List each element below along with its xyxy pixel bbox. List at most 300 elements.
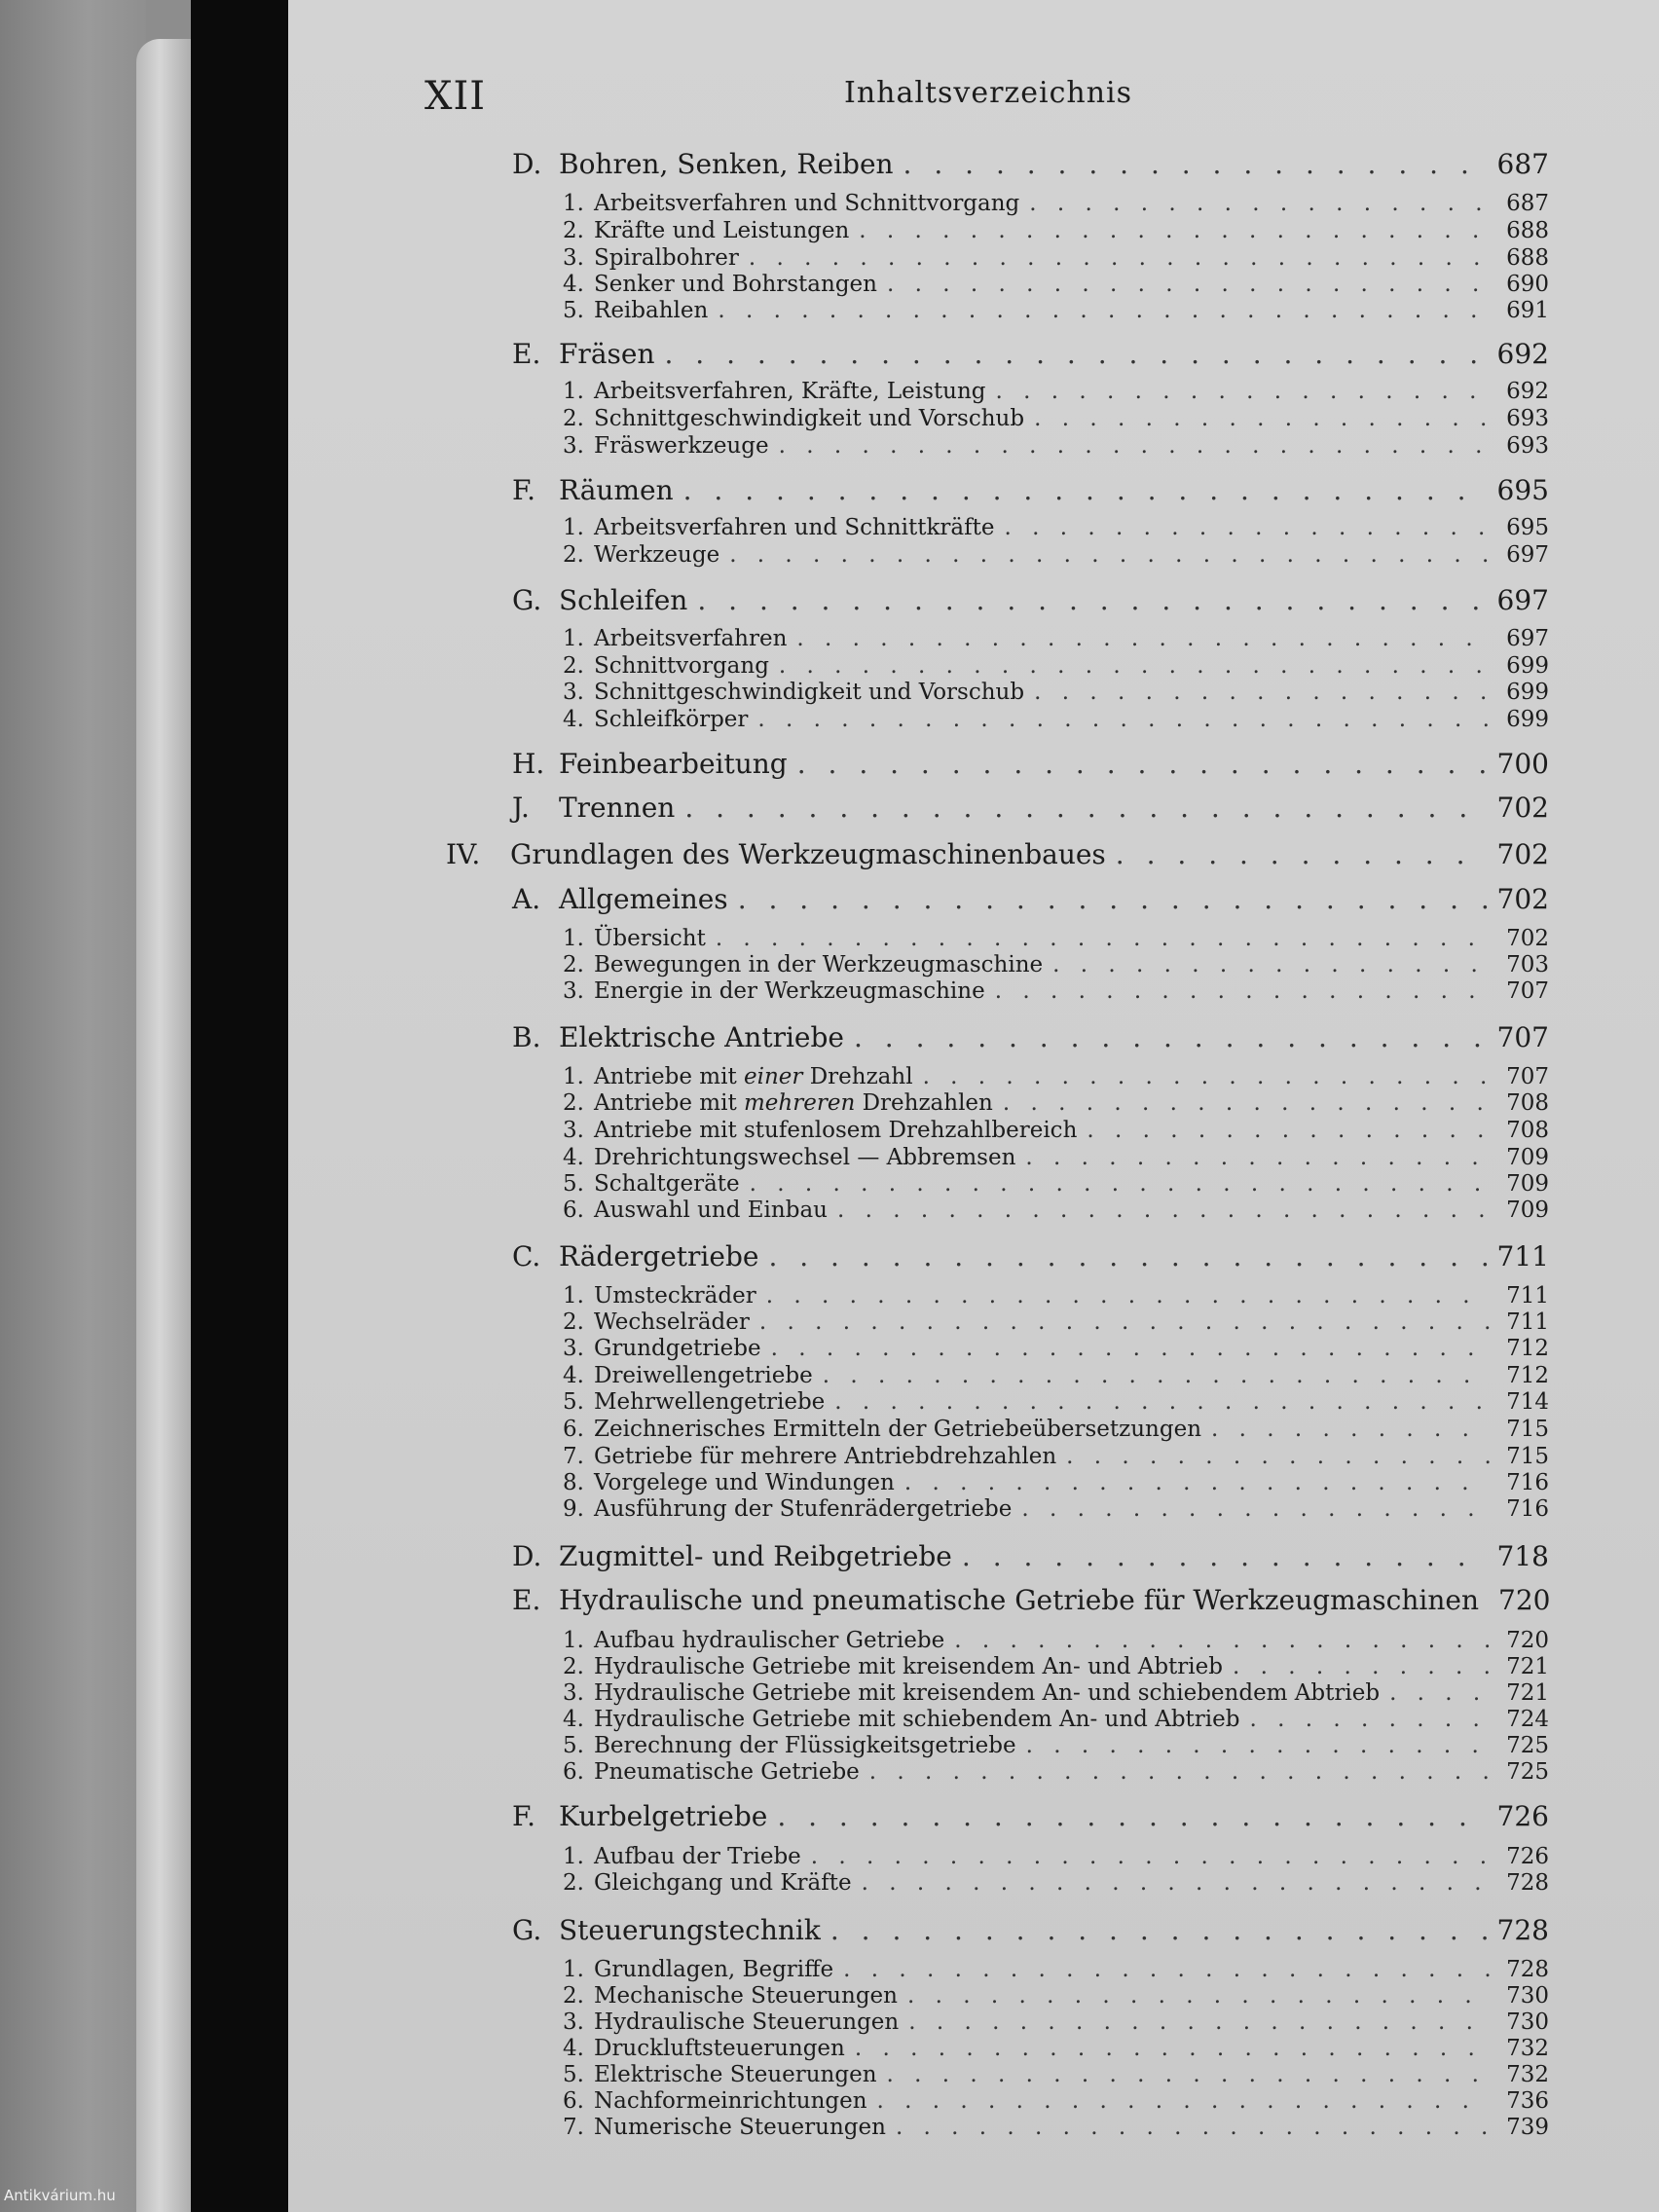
toc-subentry — [563, 2115, 1549, 2148]
toc-entry-label: Auswahl und Einbau — [594, 1198, 828, 1223]
toc-entry-page: 707 — [1506, 1064, 1549, 1089]
toc-entry-label: Zugmittel- und Reibgetriebe — [559, 1540, 952, 1572]
toc-entry-title — [512, 1240, 758, 1272]
toc-entry-number: 1. — [563, 515, 584, 540]
toc-entry-number: 1. — [563, 1064, 584, 1089]
toc-entry-number: 6. — [563, 2088, 584, 2114]
toc-entry-label: Arbeitsverfahren, Kräfte, Leistung — [594, 379, 986, 404]
toc-entry-page: 728 — [1506, 1870, 1549, 1896]
toc-entry-label: Räumen — [559, 474, 674, 506]
toc-entry-number: 6. — [563, 1759, 584, 1785]
toc-section-entry — [512, 1540, 1549, 1573]
toc-entry-title — [512, 474, 674, 506]
toc-entry-number: F. — [512, 1800, 535, 1832]
toc-entry-label: Senker und Bohrstangen — [594, 272, 877, 297]
toc-entry-page: 692 — [1496, 338, 1549, 370]
toc-entry-title — [563, 1444, 1056, 1469]
toc-entry-label: Getriebe für mehrere Antriebdrehzahlen — [594, 1444, 1057, 1469]
toc-entry-page: 709 — [1506, 1171, 1549, 1197]
toc-entry-title — [563, 1654, 1223, 1679]
toc-entry-title — [512, 748, 788, 780]
toc-section-entry — [512, 1240, 1549, 1273]
leader-dots — [779, 433, 1491, 459]
toc-entry-page: 692 — [1506, 379, 1549, 404]
toc-entry-title — [563, 1957, 833, 1982]
toc-entry-number: 4. — [563, 1707, 584, 1732]
toc-entry-label: Grundlagen des Werkzeugmaschinenbaues — [510, 838, 1106, 870]
toc-entry-page: 688 — [1506, 245, 1549, 271]
leader-dots — [684, 792, 1487, 824]
toc-entry-page: 707 — [1506, 978, 1549, 1004]
toc-subentry — [563, 298, 1549, 331]
toc-entry-page: 697 — [1496, 584, 1549, 616]
toc-entry-page: 702 — [1496, 883, 1549, 915]
toc-entry-title — [563, 1983, 898, 2009]
running-head — [424, 74, 1552, 123]
toc-entry-number: 7. — [563, 2115, 584, 2140]
toc-entry-title — [563, 1363, 813, 1388]
toc-section-entry — [512, 1914, 1549, 1947]
toc-entry-number: 3. — [563, 1336, 584, 1361]
toc-entry-title — [563, 1870, 852, 1896]
toc-entry-number: 8. — [563, 1470, 584, 1495]
toc-entry-label: Feinbearbeitung — [559, 748, 788, 780]
leader-dots — [907, 1983, 1491, 2009]
leader-dots — [1233, 1654, 1491, 1679]
leader-dots — [771, 1336, 1491, 1361]
toc-entry-title — [563, 542, 719, 568]
toc-entry-page: 715 — [1506, 1444, 1549, 1469]
leader-dots — [830, 1914, 1488, 1946]
toc-entry-title — [563, 1628, 944, 1653]
toc-entry-page: 687 — [1496, 148, 1549, 180]
leader-dots — [797, 748, 1488, 780]
toc-entry-emphasis: einer — [744, 1064, 803, 1089]
toc-entry-page: 725 — [1506, 1733, 1549, 1758]
toc-entry-page: 736 — [1506, 2088, 1549, 2114]
toc-subentry — [563, 1870, 1549, 1903]
toc-entry-title — [563, 1309, 750, 1335]
toc-entry-label: Übersicht — [594, 926, 706, 951]
toc-entry-title — [563, 406, 1024, 431]
leader-dots — [869, 1759, 1491, 1785]
leader-dots — [877, 2088, 1491, 2114]
toc-entry-label: Antriebe mit stufenlosem Drehzahlbereich — [594, 1118, 1078, 1143]
leader-dots — [1052, 952, 1491, 977]
toc-entry-title — [563, 191, 1019, 216]
toc-section-entry — [512, 148, 1549, 181]
toc-entry-number: 4. — [563, 2036, 584, 2061]
toc-entry-label: Zeichnerisches Ermitteln der Getriebeübersetzungen — [594, 1417, 1202, 1442]
toc-entry-number: 5. — [563, 1171, 584, 1197]
toc-entry-title — [512, 584, 687, 616]
toc-entry-page: 709 — [1506, 1198, 1549, 1223]
leader-dots — [1389, 1680, 1491, 1706]
toc-entry-page: 721 — [1506, 1680, 1549, 1706]
watermark: Antikvárium.hu — [4, 2187, 116, 2204]
toc-entry-label: Grundlagen, Begriffe — [594, 1957, 834, 1982]
toc-entry-label: Fräsen — [559, 338, 655, 370]
toc-entry-title — [563, 1470, 895, 1495]
toc-entry-page: 720 — [1498, 1584, 1551, 1616]
toc-entry-number: E. — [512, 338, 541, 370]
toc-entry-page: 700 — [1496, 748, 1549, 780]
toc-entry-title — [563, 1733, 1016, 1758]
toc-section-entry — [512, 883, 1549, 916]
toc-entry-page: 691 — [1506, 298, 1549, 323]
leader-dots — [716, 926, 1491, 951]
toc-entry-number: 3. — [563, 1680, 584, 1706]
toc-entry-number: 2. — [563, 406, 584, 431]
toc-entry-page: 699 — [1506, 653, 1549, 679]
toc-subentry — [563, 433, 1549, 466]
toc-entry-title — [563, 707, 748, 732]
toc-entry-label: Pneumatische Getriebe — [594, 1759, 860, 1785]
toc-entry-label: Aufbau hydraulischer Getriebe — [594, 1628, 945, 1653]
toc-entry-title — [563, 1680, 1380, 1706]
toc-entry-page: 699 — [1506, 680, 1549, 705]
toc-entry-label: Elektrische Steuerungen — [594, 2062, 877, 2087]
leader-dots — [908, 2009, 1491, 2035]
toc-entry-number: 2. — [563, 1870, 584, 1896]
toc-entry-label: Antriebe mit — [594, 1064, 737, 1089]
toc-entry-number: 1. — [563, 191, 584, 216]
toc-entry-number: 1. — [563, 379, 584, 404]
toc-entry-label: Spiralbohrer — [594, 245, 739, 271]
toc-entry-number: IV. — [446, 838, 481, 870]
toc-entry-label: Grundgetriebe — [594, 1336, 761, 1361]
toc-entry-label-tail: Drehzahlen — [862, 1090, 993, 1116]
toc-entry-label: Allgemeines — [559, 883, 728, 915]
toc-entry-title — [563, 245, 739, 271]
toc-entry-label: Bohren, Senken, Reiben — [559, 148, 894, 180]
toc-subentry — [563, 707, 1549, 740]
toc-subentry — [563, 1496, 1549, 1530]
toc-entry-label: Rädergetriebe — [559, 1240, 759, 1272]
toc-entry-number: 1. — [563, 626, 584, 651]
toc-entry-label: Arbeitsverfahren — [594, 626, 788, 651]
toc-entry-label: Energie in der Werkzeugmaschine — [594, 978, 985, 1004]
toc-entry-page: 707 — [1496, 1021, 1549, 1053]
toc-entry-title — [563, 1064, 913, 1089]
toc-entry-title — [563, 1759, 860, 1785]
toc-entry-title — [563, 2115, 886, 2140]
leader-dots — [697, 584, 1487, 616]
toc-entry-page: 711 — [1496, 1240, 1549, 1272]
leader-dots — [1004, 515, 1491, 540]
toc-entry-label: Ausführung der Stufenrädergetriebe — [594, 1496, 1013, 1522]
toc-entry-title — [563, 218, 849, 243]
toc-section-entry — [512, 1584, 1549, 1617]
toc-entry-label-tail: Drehzahl — [809, 1064, 913, 1089]
leader-dots — [896, 2115, 1491, 2140]
toc-entry-title — [563, 978, 985, 1004]
toc-entry-title — [563, 1145, 1015, 1170]
toc-section-entry — [512, 792, 1549, 825]
toc-entry-page: 695 — [1506, 515, 1549, 540]
toc-entry-title — [512, 1584, 1479, 1616]
toc-entry-page: 693 — [1506, 406, 1549, 431]
toc-entry-page: 708 — [1506, 1090, 1549, 1116]
toc-entry-title — [512, 1021, 844, 1053]
toc-entry-page: 688 — [1506, 218, 1549, 243]
leader-dots — [1249, 1707, 1491, 1732]
page-title: Inhaltsverzeichnis — [843, 76, 1133, 110]
toc-entry-page: 739 — [1506, 2115, 1549, 2140]
book-spine — [191, 0, 288, 2212]
background-surface — [0, 0, 146, 2212]
toc-subentry — [563, 1198, 1549, 1231]
toc-entry-page: 712 — [1506, 1363, 1549, 1388]
toc-entry-number: 2. — [563, 653, 584, 679]
book-cover-edge — [136, 39, 195, 2212]
toc-entry-number: 5. — [563, 1389, 584, 1415]
toc-entry-page: 732 — [1506, 2036, 1549, 2061]
toc-entry-page: 702 — [1496, 792, 1549, 824]
toc-entry-title — [512, 792, 675, 824]
leader-dots — [923, 1064, 1491, 1089]
toc-entry-number: J. — [512, 792, 530, 824]
toc-entry-number: 9. — [563, 1496, 584, 1522]
leader-dots — [779, 653, 1491, 679]
toc-entry-label: Dreiwellengetriebe — [594, 1363, 813, 1388]
toc-entry-page: 708 — [1506, 1118, 1549, 1143]
leader-dots — [843, 1957, 1491, 1982]
toc-entry-number: 2. — [563, 1983, 584, 2009]
toc-entry-number: 1. — [563, 1957, 584, 1982]
toc-entry-title — [563, 2088, 867, 2114]
toc-entry-number: 4. — [563, 272, 584, 297]
toc-entry-label: Aufbau der Triebe — [594, 1844, 801, 1869]
toc-entry-label: Kräfte und Leistungen — [594, 218, 850, 243]
toc-entry-title — [563, 1336, 761, 1361]
toc-entry-label: Berechnung der Flüssigkeitsgetriebe — [594, 1733, 1016, 1758]
toc-section-entry — [512, 338, 1549, 371]
toc-entry-page: 711 — [1506, 1283, 1549, 1309]
leader-dots — [1087, 1118, 1491, 1143]
toc-entry-number: D. — [512, 148, 542, 180]
toc-entry-title — [563, 680, 1024, 705]
toc-entry-title — [512, 148, 894, 180]
page-number: XII — [424, 74, 487, 119]
toc-entry-emphasis: mehreren — [744, 1090, 856, 1116]
toc-entry-label: Arbeitsverfahren und Schnittvorgang — [594, 191, 1020, 216]
toc-entry-number: E. — [512, 1584, 541, 1616]
leader-dots — [954, 1628, 1491, 1653]
toc-entry-page: 724 — [1506, 1707, 1549, 1732]
leader-dots — [1034, 406, 1491, 431]
toc-entry-number: 1. — [563, 1628, 584, 1653]
toc-entry-title — [512, 1540, 952, 1572]
leader-dots — [1116, 838, 1488, 870]
leader-dots — [749, 245, 1491, 271]
leader-dots — [859, 218, 1491, 243]
leader-dots — [962, 1540, 1488, 1572]
toc-entry-number: C. — [512, 1240, 541, 1272]
toc-subentry — [563, 1759, 1549, 1792]
toc-entry-title — [512, 338, 654, 370]
leader-dots — [823, 1363, 1491, 1388]
leader-dots — [729, 542, 1491, 568]
leader-dots — [837, 1198, 1491, 1223]
toc-entry-number: A. — [512, 883, 541, 915]
toc-entry-title — [563, 2062, 877, 2087]
leader-dots — [766, 1283, 1491, 1309]
leader-dots — [738, 883, 1488, 915]
toc-entry-label: Hydraulische und pneumatische Getriebe für Werkzeugmaschinen — [559, 1584, 1479, 1616]
leader-dots — [855, 2036, 1491, 2061]
toc-entry-title — [563, 1283, 756, 1309]
toc-entry-title — [563, 1171, 740, 1197]
leader-dots — [1029, 191, 1491, 216]
toc-entry-label: Schnittvorgang — [594, 653, 769, 679]
leader-dots — [996, 379, 1491, 404]
toc-entry-number: 4. — [563, 707, 584, 732]
toc-entry-page: 697 — [1506, 626, 1549, 651]
toc-entry-page: 726 — [1496, 1800, 1549, 1832]
toc-entry-title — [563, 1118, 1077, 1143]
toc-section-entry — [512, 1800, 1549, 1833]
toc-entry-label: Wechselräder — [594, 1309, 750, 1335]
toc-entry-label: Hydraulische Steuerungen — [594, 2009, 900, 2035]
leader-dots — [683, 474, 1488, 506]
toc-entry-page: 703 — [1506, 952, 1549, 977]
toc-entry-page: 715 — [1506, 1417, 1549, 1442]
toc-entry-page: 728 — [1496, 1914, 1549, 1946]
toc-entry-number: 2. — [563, 1090, 584, 1116]
toc-entry-number: H. — [512, 748, 545, 780]
toc-entry-number: G. — [512, 584, 542, 616]
toc-entry-title — [563, 952, 1043, 977]
toc-entry-title — [563, 1844, 801, 1869]
toc-entry-page: 725 — [1506, 1759, 1549, 1785]
toc-entry-page: 693 — [1506, 433, 1549, 459]
leader-dots — [834, 1389, 1491, 1415]
toc-entry-title — [563, 272, 877, 297]
toc-entry-label: Kurbelgetriebe — [559, 1800, 768, 1832]
toc-entry-number: 5. — [563, 298, 584, 323]
toc-entry-page: 699 — [1506, 707, 1549, 732]
toc-entry-title — [563, 379, 986, 404]
book-page — [288, 0, 1659, 2212]
leader-dots — [887, 2062, 1491, 2087]
toc-entry-number: 3. — [563, 680, 584, 705]
toc-entry-number: 1. — [563, 1283, 584, 1309]
toc-entry-title — [563, 1389, 825, 1415]
toc-section-entry — [512, 584, 1549, 617]
toc-entry-page: 718 — [1496, 1540, 1549, 1572]
toc-entry-title — [563, 653, 769, 679]
toc-entry-number: 6. — [563, 1198, 584, 1223]
toc-entry-page: 730 — [1506, 2009, 1549, 2035]
toc-entry-number: 1. — [563, 1844, 584, 1869]
toc-entry-number: 2. — [563, 218, 584, 243]
toc-entry-label: Hydraulische Getriebe mit kreisendem An- und Abtrieb — [594, 1654, 1223, 1679]
toc-entry-title — [512, 883, 728, 915]
toc-entry-label: Schnittgeschwindigkeit und Vorschub — [594, 406, 1025, 431]
toc-entry-title — [563, 1707, 1239, 1732]
toc-section-entry — [512, 748, 1549, 781]
toc-entry-page: 695 — [1496, 474, 1549, 506]
toc-entry-number: 6. — [563, 1417, 584, 1442]
toc-entry-title — [563, 1198, 828, 1223]
toc-entry-label: Mehrwellengetriebe — [594, 1389, 826, 1415]
toc-entry-page: 709 — [1506, 1145, 1549, 1170]
toc-entry-number: G. — [512, 1914, 542, 1946]
toc-entry-number: 2. — [563, 1654, 584, 1679]
leader-dots — [757, 707, 1491, 732]
toc-entry-title — [563, 515, 994, 540]
toc-entry-label: Werkzeuge — [594, 542, 720, 568]
leader-dots — [811, 1844, 1491, 1869]
toc-entry-number: 4. — [563, 1363, 584, 1388]
toc-entry-page: 720 — [1506, 1628, 1549, 1653]
toc-entry-label: Schleifkörper — [594, 707, 749, 732]
leader-dots — [664, 338, 1487, 370]
toc-entry-title — [563, 2036, 845, 2061]
toc-entry-number: 3. — [563, 2009, 584, 2035]
leader-dots — [904, 1470, 1491, 1495]
toc-entry-label: Nachformeinrichtungen — [594, 2088, 867, 2114]
toc-subentry — [563, 978, 1549, 1012]
toc-entry-title — [563, 626, 787, 651]
toc-entry-number: B. — [512, 1021, 541, 1053]
toc-entry-number: 3. — [563, 245, 584, 271]
toc-entry-page: 687 — [1506, 191, 1549, 216]
toc-entry-label: Vorgelege und Windungen — [594, 1470, 895, 1495]
toc-entry-title — [563, 298, 708, 323]
toc-entry-number: 3. — [563, 978, 584, 1004]
toc-entry-page: 721 — [1506, 1654, 1549, 1679]
toc-entry-number: 7. — [563, 1444, 584, 1469]
toc-section-entry — [512, 1021, 1549, 1054]
toc-entry-page: 716 — [1506, 1470, 1549, 1495]
leader-dots — [887, 272, 1491, 297]
toc-entry-page: 730 — [1506, 1983, 1549, 2009]
leader-dots — [1066, 1444, 1491, 1469]
toc-entry-label: Gleichgang und Kräfte — [594, 1870, 852, 1896]
leader-dots — [750, 1171, 1491, 1197]
toc-entry-label: Schleifen — [559, 584, 688, 616]
toc-entry-title — [512, 1914, 821, 1946]
leader-dots — [718, 298, 1491, 323]
leader-dots — [1211, 1417, 1491, 1442]
toc-part-entry — [446, 838, 1549, 871]
leader-dots — [796, 626, 1491, 651]
toc-entry-title — [563, 2009, 899, 2035]
toc-entry-title — [512, 1800, 767, 1832]
leader-dots — [1034, 680, 1491, 705]
toc-entry-number: D. — [512, 1540, 542, 1572]
toc-entry-label: Fräswerkzeuge — [594, 433, 769, 459]
toc-entry-number: 5. — [563, 1733, 584, 1758]
toc-entry-title — [446, 838, 1106, 870]
toc-entry-label: Drehrichtungswechsel — Abbremsen — [594, 1145, 1016, 1170]
toc-entry-number: 4. — [563, 1145, 584, 1170]
toc-entry-label: Elektrische Antriebe — [559, 1021, 844, 1053]
leader-dots — [862, 1870, 1491, 1896]
toc-entry-label: Schnittgeschwindigkeit und Vorschub — [594, 680, 1025, 705]
toc-entry-number: 1. — [563, 926, 584, 951]
toc-entry-title — [563, 1417, 1201, 1442]
toc-entry-page: 716 — [1506, 1496, 1549, 1522]
toc-entry-number: 5. — [563, 2062, 584, 2087]
toc-entry-label: Hydraulische Getriebe mit kreisendem An- und schiebendem Abtrieb — [594, 1680, 1381, 1706]
toc-entry-number: 2. — [563, 952, 584, 977]
toc-entry-page: 711 — [1506, 1309, 1549, 1335]
leader-dots — [854, 1021, 1488, 1053]
toc-entry-page: 728 — [1506, 1957, 1549, 1982]
